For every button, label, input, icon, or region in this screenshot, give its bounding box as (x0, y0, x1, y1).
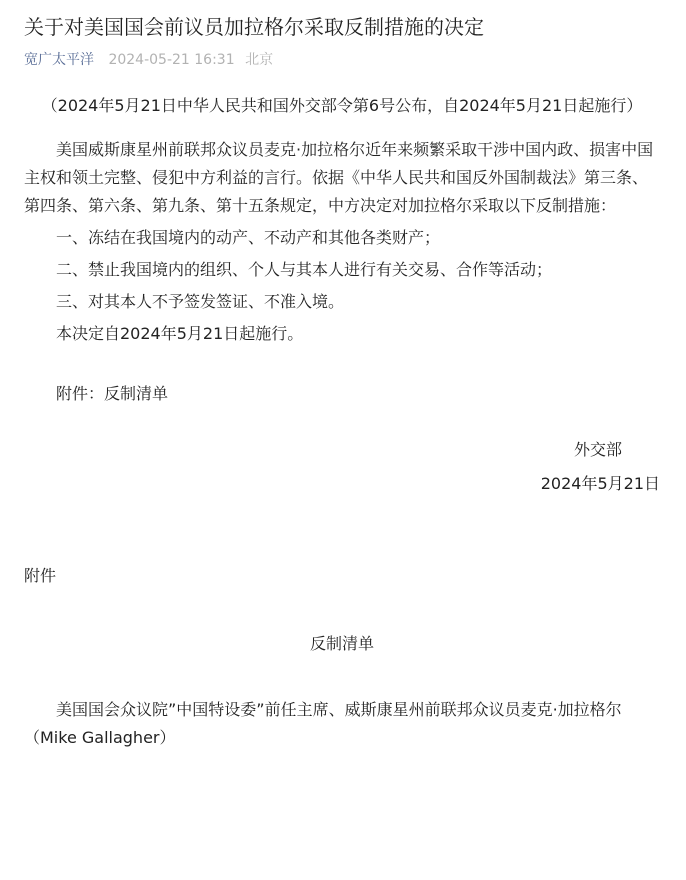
measure-item-1: 一、冻结在我国境内的动产、不动产和其他各类财产； (56, 228, 441, 247)
publish-location: 北京 (245, 52, 274, 68)
countermeasure-list-title: 反制清单 (309, 634, 374, 653)
signing-date: 2024年5月21日 (540, 474, 660, 493)
author-link[interactable]: 宽广太平洋 (24, 52, 94, 68)
promulgation-note: （2024年5月21日中华人民共和国外交部令第6号公布，自2024年5月21日起施行） (41, 96, 643, 115)
effective-date-paragraph: 本决定自2024年5月21日起施行。 (56, 324, 304, 343)
sanctioned-person-entry: 美国国会众议院”中国特设委”前任主席、威斯康星州前联邦众议员麦克·加拉格尔（Mike Gallagher） (24, 700, 622, 747)
article-meta (24, 50, 660, 70)
article-body (24, 92, 660, 752)
attachment-heading: 附件 (24, 566, 57, 585)
signing-organization: 外交部 (573, 440, 622, 459)
publish-time: 2024-05-21 16:31 (108, 52, 235, 68)
measure-item-2: 二、禁止我国境内的组织、个人与其本人进行有关交易、合作等活动； (56, 260, 553, 279)
article-title: 关于对美国国会前议员加拉格尔采取反制措施的决定 (24, 15, 484, 39)
measure-item-3: 三、对其本人不予签发签证、不准入境。 (56, 292, 345, 311)
attachment-reference: 附件：反制清单 (56, 384, 169, 403)
intro-paragraph: 美国威斯康星州前联邦众议员麦克·加拉格尔近年来频繁采取干涉中国内政、损害中国主权和领土完整、侵犯中方利益的言行。依据《中华人民共和国反外国制裁法》第三条、第四条、第六条、第九条、第十五条规定，中方决定对加拉格尔采取以下反制措施： (24, 140, 654, 215)
